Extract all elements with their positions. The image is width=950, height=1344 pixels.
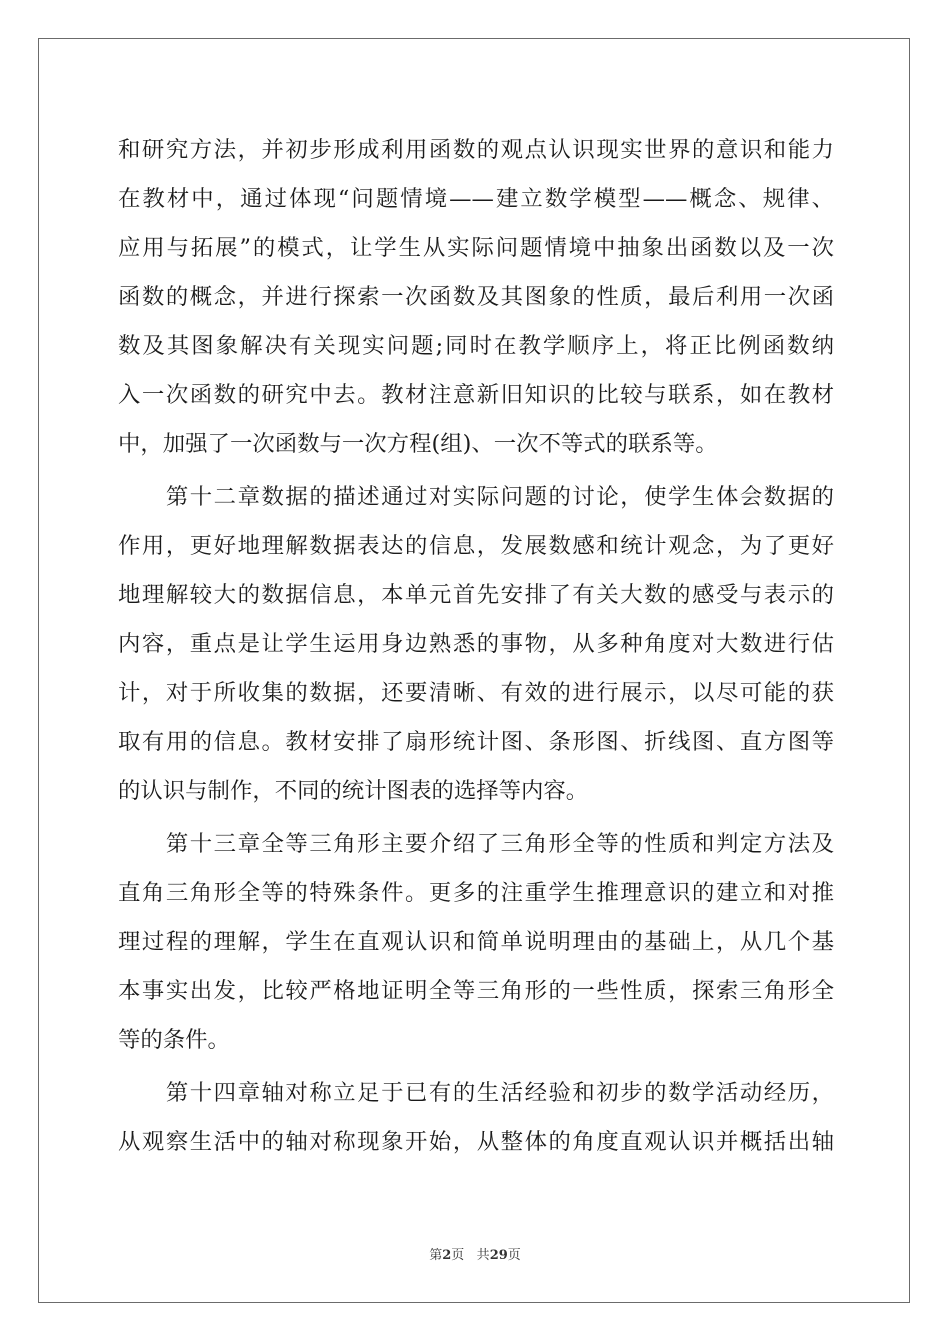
text-line: 作用，更好地理解数据表达的信息，发展数感和统计观念，为了更好 (118, 533, 834, 559)
total-pages: 29 (489, 1248, 508, 1263)
text-line: 地理解较大的数据信息，本单元首先安排了有关大数的感受与表示的 (118, 582, 834, 608)
page-footer (0, 1244, 950, 1263)
text-line: 的认识与制作，不同的统计图表的选择等内容。 (118, 778, 589, 804)
document-body (118, 126, 834, 1167)
text-line: 入一次函数的研究中去。教材注意新旧知识的比较与联系，如在教材 (118, 382, 834, 408)
page-number: 2 (442, 1248, 452, 1263)
text-line: 等的条件。 (118, 1027, 230, 1053)
text-line: 应用与拓展”的模式，让学生从实际问题情境中抽象出函数以及一次 (118, 235, 834, 261)
text-line: 函数的概念，并进行探索一次函数及其图象的性质，最后利用一次函 (118, 284, 834, 310)
text-line: 和研究方法，并初步形成利用函数的观点认识现实世界的意识和能力 (118, 137, 834, 163)
text-line: 取有用的信息。教材安排了扇形统计图、条形图、折线图、直方图等 (118, 729, 834, 755)
text-line: 从观察生活中的轴对称现象开始，从整体的角度直观认识并概括出轴 (118, 1129, 834, 1155)
text-line: 直角三角形全等的特殊条件。更多的注重学生推理意识的建立和对推 (118, 880, 834, 906)
page-prefix: 第 (429, 1248, 443, 1263)
text-line: 第十四章轴对称立足于已有的生活经验和初步的数学活动经历， (118, 1080, 834, 1106)
total-suffix: 页 (507, 1248, 521, 1263)
total-prefix: 共 (476, 1248, 490, 1263)
text-line: 计，对于所收集的数据，还要清晰、有效的进行展示，以尽可能的获 (118, 680, 834, 706)
text-line: 本事实出发，比较严格地证明全等三角形的一些性质，探索三角形全 (118, 978, 834, 1004)
text-line: 内容，重点是让学生运用身边熟悉的事物，从多种角度对大数进行估 (118, 631, 834, 657)
text-line: 在教材中，通过体现“问题情境——建立数学模型——概念、规律、 (118, 186, 834, 212)
text-line: 中，加强了一次函数与一次方程(组)、一次不等式的联系等。 (118, 431, 718, 457)
page-suffix: 页 (451, 1248, 465, 1263)
text-line: 数及其图象解决有关现实问题;同时在教学顺序上，将正比例函数纳 (118, 333, 834, 359)
text-line: 第十二章数据的描述通过对实际问题的讨论，使学生体会数据的 (118, 484, 834, 510)
text-line: 理过程的理解，学生在直观认识和简单说明理由的基础上，从几个基 (118, 929, 834, 955)
text-line: 第十三章全等三角形主要介绍了三角形全等的性质和判定方法及 (118, 831, 834, 857)
